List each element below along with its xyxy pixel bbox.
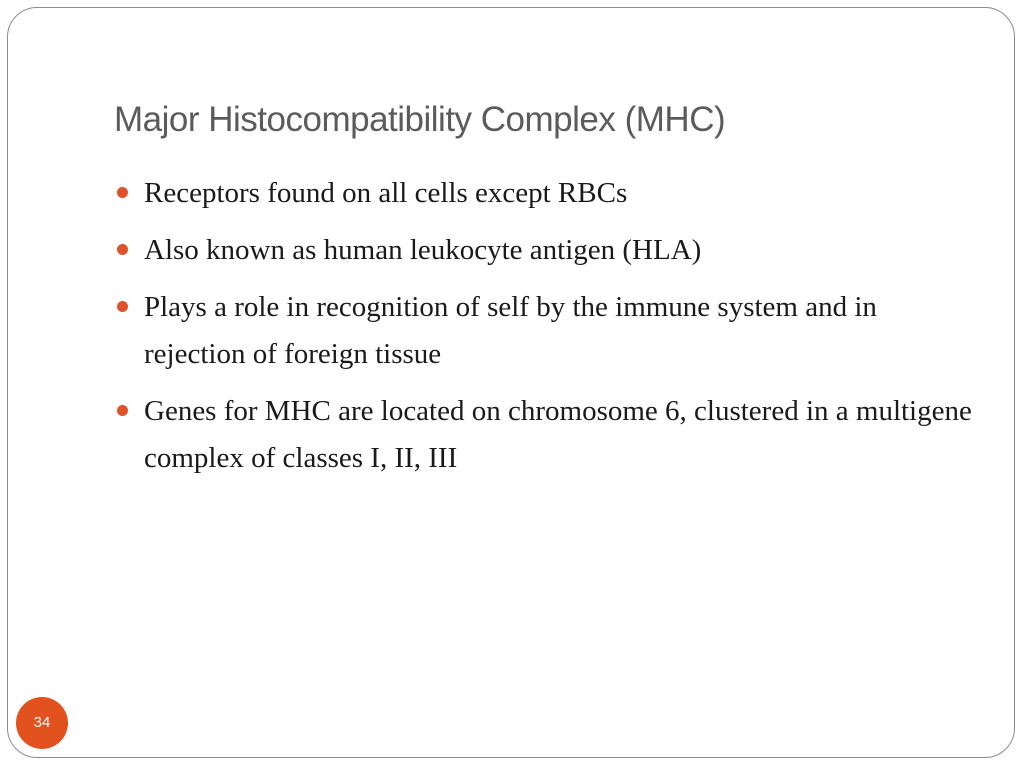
bullet-text: Also known as human leukocyte antigen (HLA): [144, 234, 702, 266]
bullet-item: [114, 284, 974, 378]
bullet-item: [114, 227, 974, 274]
bullet-dot-icon: [117, 301, 128, 312]
bullet-item: [114, 388, 974, 482]
bullet-dot-icon: [117, 187, 128, 198]
page-number-badge: 34: [16, 697, 68, 749]
bullet-item: [114, 170, 974, 217]
bullet-text: Plays a role in recognition of self by the immune system and in rejection of foreign tissue: [144, 291, 877, 370]
bullet-dot-icon: [117, 244, 128, 255]
bullet-dot-icon: [117, 405, 128, 416]
bullet-text: Receptors found on all cells except RBCs: [144, 177, 628, 209]
bullet-text: Genes for MHC are located on chromosome 6, clustered in a multigene complex of classes I, II, III: [144, 395, 972, 474]
slide-title: Major Histocompatibility Complex (MHC): [114, 100, 726, 139]
bullet-list: [114, 170, 974, 492]
